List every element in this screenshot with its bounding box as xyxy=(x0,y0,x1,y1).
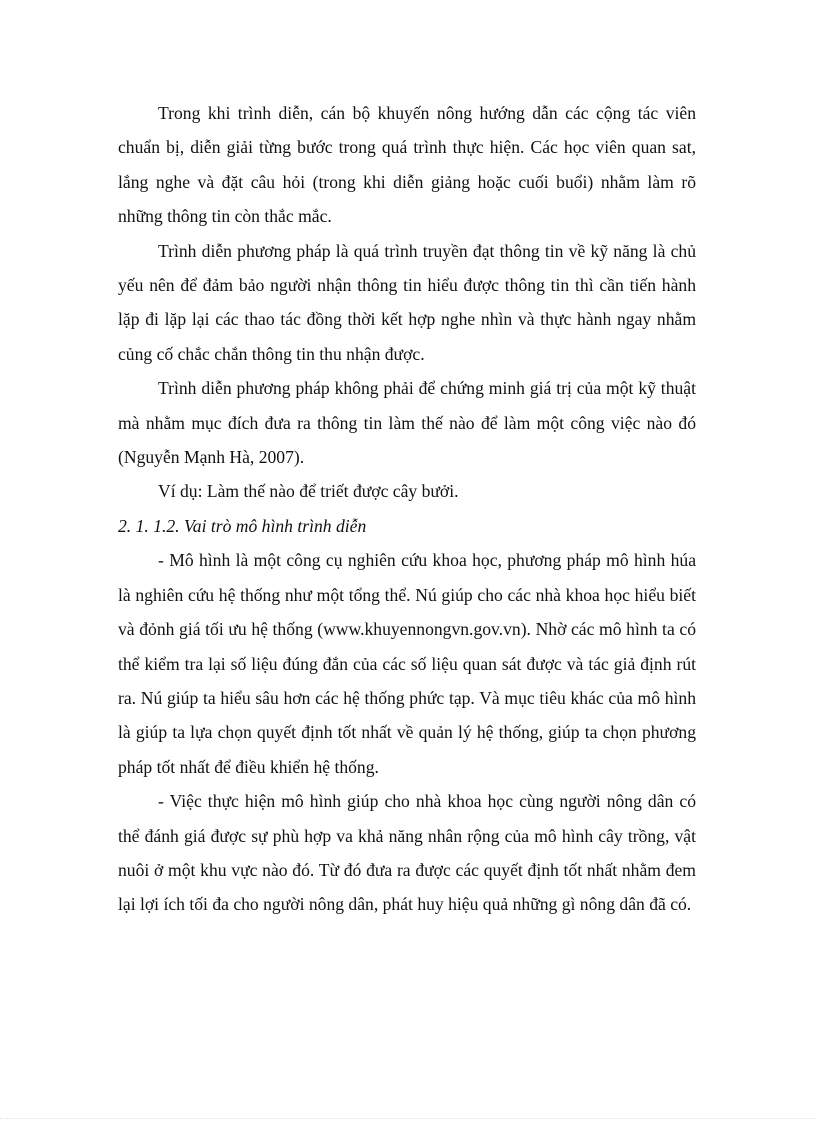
paragraph-example: Ví dụ: Làm thế nào để triết được cây bưởi. xyxy=(158,481,459,502)
document-body xyxy=(118,96,696,922)
paragraph-method-purpose: Trình diễn phương pháp không phải để chứng minh giá trị của một kỹ thuật mà nhằm mục đích đưa ra thông tin làm thế nào để làm một công việc nào đó (Nguyễn Mạnh Hà, 2007). xyxy=(118,378,696,468)
page-bottom-divider xyxy=(0,1118,816,1119)
paragraph-demonstration-process: Trong khi trình diễn, cán bộ khuyến nông hướng dẫn các cộng tác viên chuẩn bị, diễn giải từng bước trong quá trình thực hiện. Các học viên quan sat, lắng nghe và đặt câu hỏi (trong khi diễn giảng hoặc cuối buổi) nhằm làm rõ những thông tin còn thắc mắc. xyxy=(118,103,696,227)
paragraph-method-demonstration: Trình diễn phương pháp là quá trình truyền đạt thông tin về kỹ năng là chủ yếu nên để đảm bảo người nhận thông tin hiểu được thông tin thì cần tiến hành lặp đi lặp lại các thao tác đồng thời kết hợp nghe nhìn và thực hành ngay nhằm củng cố chắc chắn thông tin thu nhận được. xyxy=(118,240,696,364)
section-heading: 2. 1. 1.2. Vai trò mô hình trình diễn xyxy=(118,515,367,536)
bullet-model-implementation: - Việc thực hiện mô hình giúp cho nhà khoa học cùng người nông dân có thể đánh giá được sự phù hợp va khả năng nhân rộng của mô hình cây trồng, vật nuôi ở một khu vực nào đó. Từ đó đưa ra được các quyết định tốt nhất nhằm đem lại lợi ích tối đa cho người nông dân, phát huy hiệu quả những gì nông dân đã có. xyxy=(118,791,696,915)
bullet-model-definition: - Mô hình là một công cụ nghiên cứu khoa học, phương pháp mô hình húa là nghiên cứu hệ thống như một tổng thể. Nú giúp cho các nhà khoa học hiểu biết và đỏnh giá tối ưu hệ thống (www.khuyennongvn.gov.vn). Nhờ các mô hình ta có thể kiểm tra lại số liệu đúng đắn của các số liệu quan sát được và tác giả định rút ra. Nú giúp ta hiểu sâu hơn các hệ thống phức tạp. Và mục tiêu khác của mô hình là giúp ta lựa chọn quyết định tốt nhất về quản lý hệ thống, giúp ta chọn phương pháp tốt nhất để điều khiển hệ thống. xyxy=(118,550,696,777)
